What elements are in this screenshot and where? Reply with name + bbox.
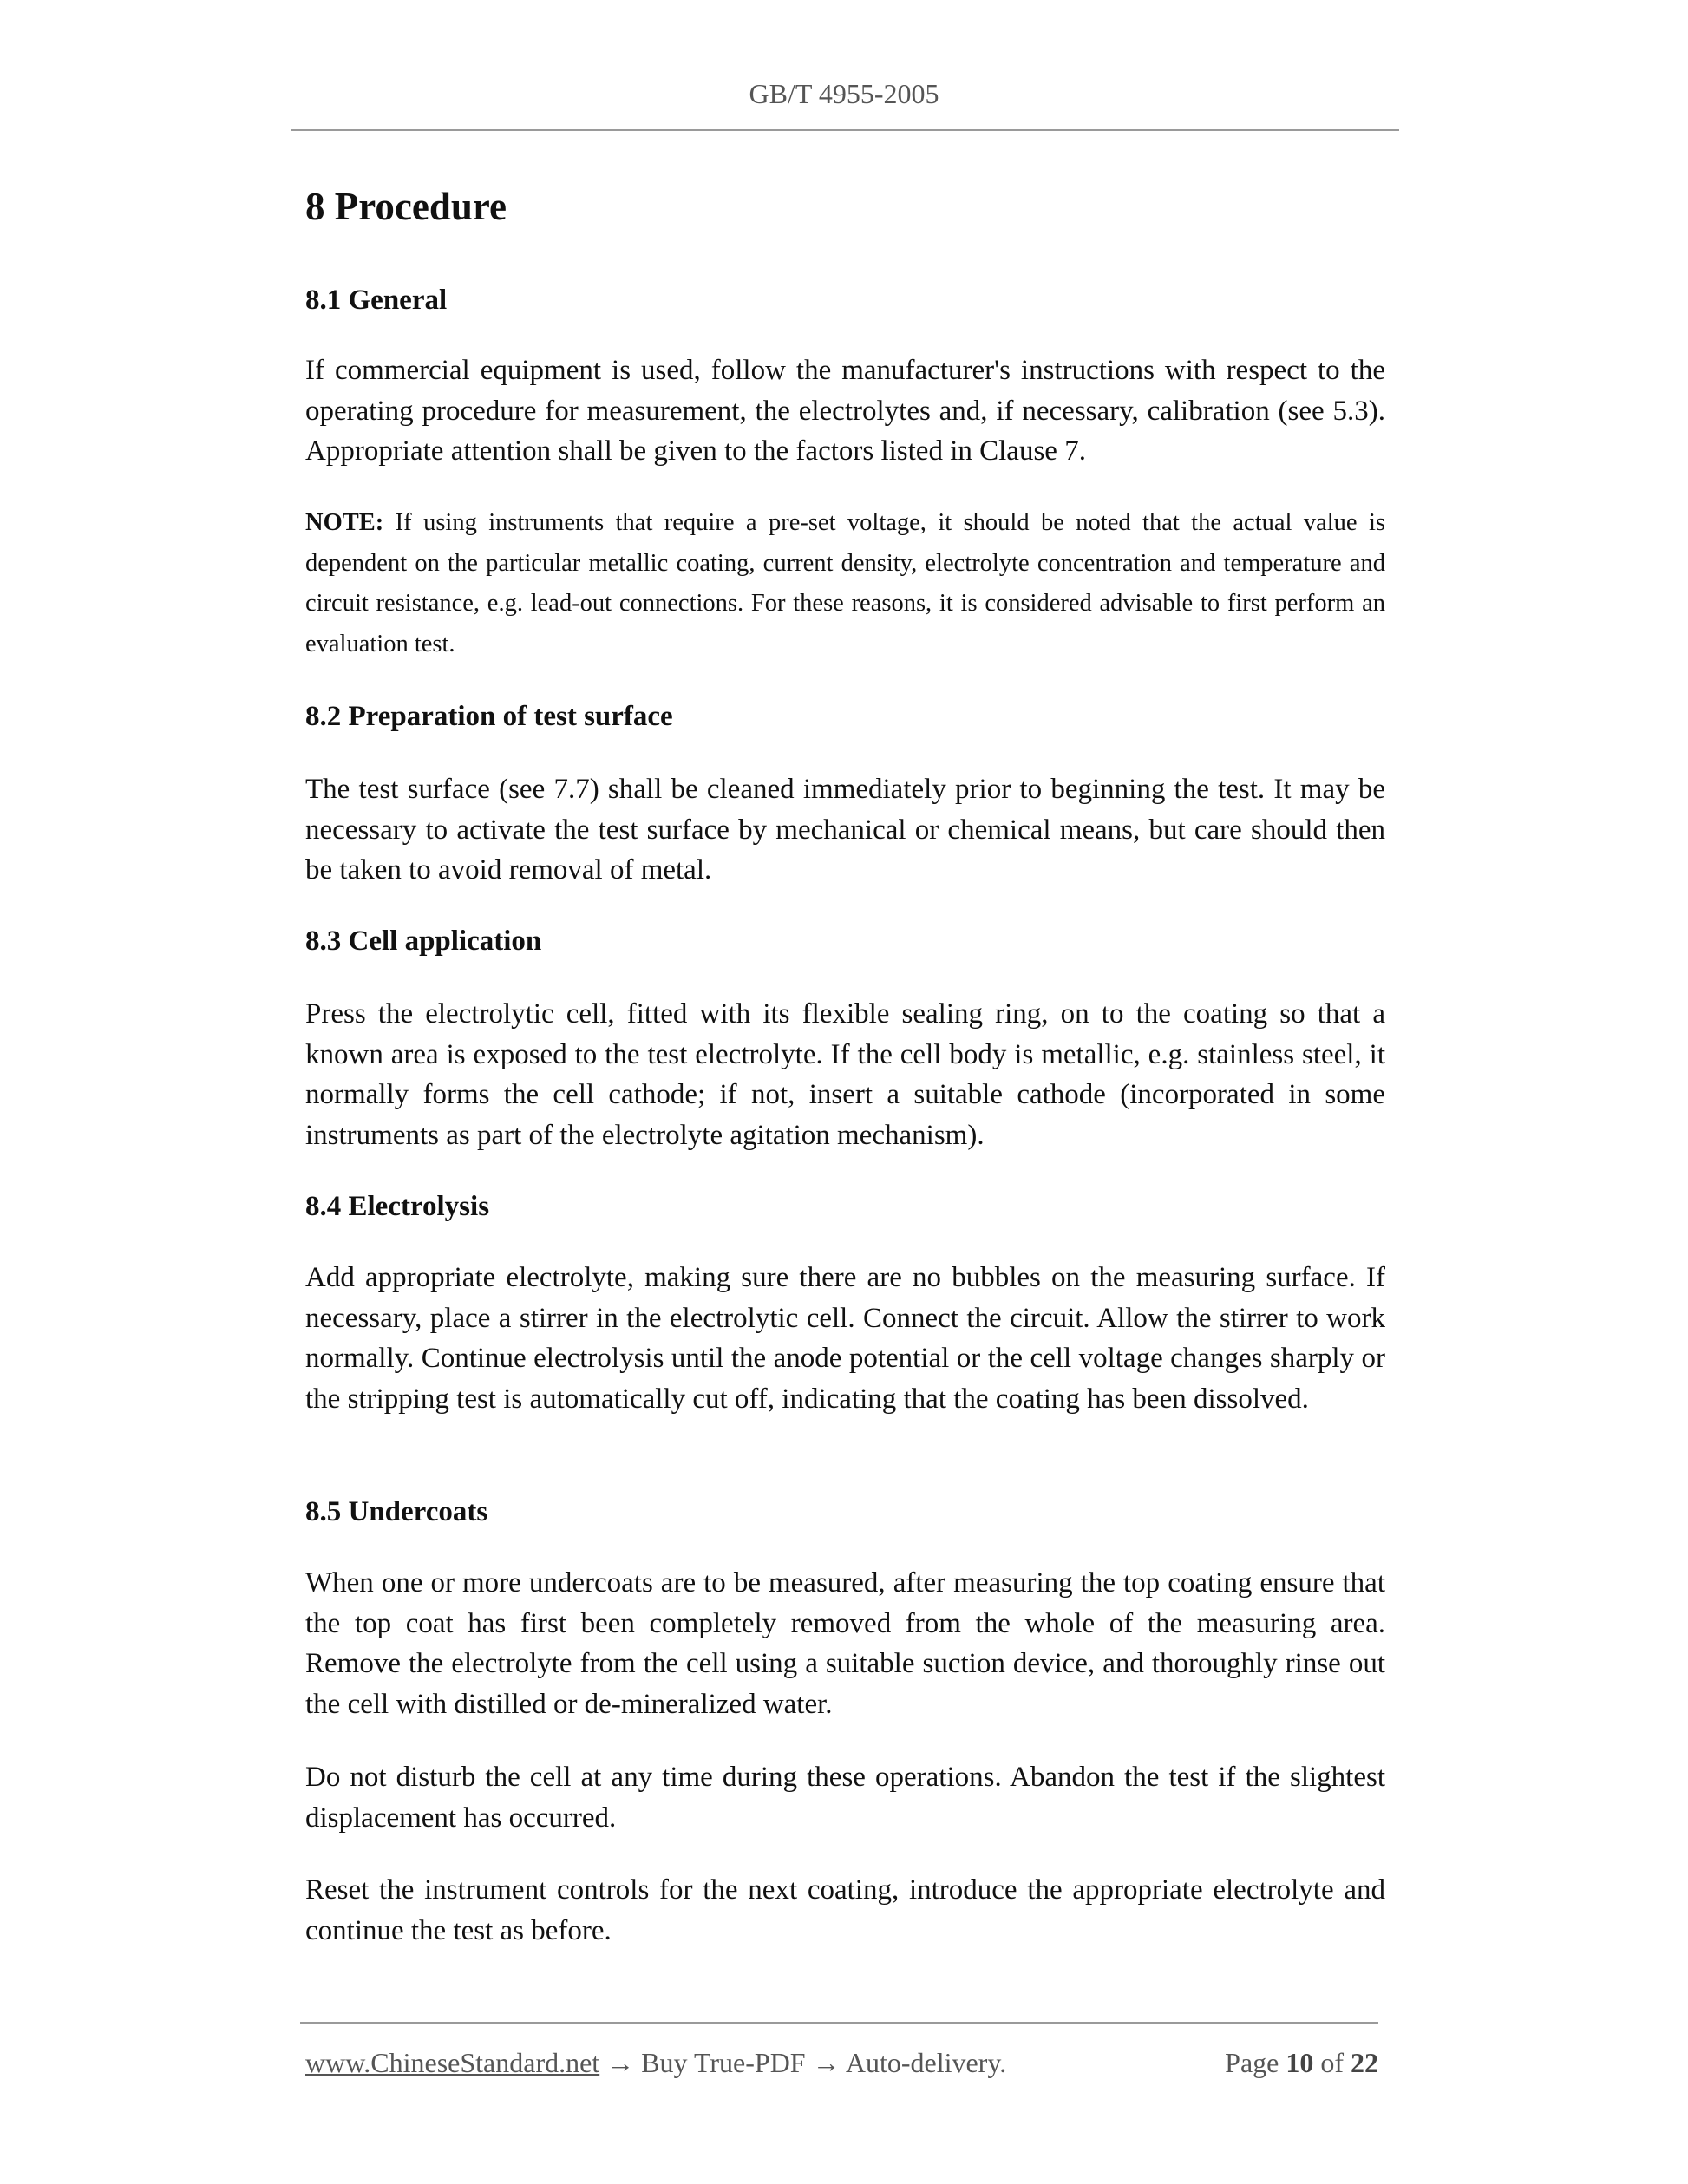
- page-number: [1225, 2043, 1378, 2082]
- note-text: If using instruments that require a pre-set voltage, it should be noted that the actual value is dependent on the particular metallic coating, current density, electrolyte concentration and temperature and circuit resistance, e.g. lead-out connections. For these reasons, it is considered advisable to first perform an evaluation test.: [305, 509, 1385, 657]
- subsection-heading-8-2: 8.2 Preparation of test surface: [305, 701, 673, 732]
- note-paragraph: [305, 503, 1385, 664]
- total-pages: 22: [1351, 2047, 1378, 2078]
- paragraph-8-4: Add appropriate electrolyte, making sure there are no bubbles on the measuring surface. If necessary, place a stirrer in the electrolytic cell. Connect the circuit. Allow the stirrer to work normally. Continue electrolysis until the anode potential or the cell voltage changes sharply or the stripping test is automatically cut off, indicating that the coating has been dissolved.: [305, 1262, 1385, 1415]
- subsection-heading-8-5: 8.5 Undercoats: [305, 1496, 488, 1527]
- header-divider: [291, 129, 1399, 131]
- running-header: GB/T 4955-2005: [749, 78, 939, 109]
- page-footer: [305, 2043, 1378, 2082]
- section-title-block: [305, 182, 1385, 231]
- page-word: Page: [1225, 2047, 1286, 2078]
- footer-promo: [305, 2043, 1006, 2082]
- arrow-icon: →: [812, 2047, 841, 2078]
- paragraph-8-1: If commercial equipment is used, follow the manufacturer's instructions with respect to the operating procedure for measurement, the electrolytes and, if necessary, calibration (see 5.3). Appropriate attention shall be given to the factors listed in Clause 7.: [305, 355, 1385, 468]
- section-title: 8 Procedure: [305, 185, 507, 228]
- website-link[interactable]: www.ChineseStandard.net: [305, 2047, 600, 2078]
- paragraph-8-2: The test surface (see 7.7) shall be cleaned immediately prior to beginning the test. It may be necessary to activate the test surface by mechanical or chemical means, but care should then be taken to avoid removal of metal.: [305, 774, 1385, 886]
- of-word: of: [1313, 2047, 1351, 2078]
- paragraph-8-5-c: Reset the instrument controls for the next coating, introduce the appropriate electrolyte and continue the test as before.: [305, 1874, 1385, 1946]
- buy-text: Buy True-PDF: [634, 2047, 813, 2078]
- delivery-text: Auto-delivery.: [840, 2047, 1007, 2078]
- paragraph-8-3: Press the electrolytic cell, fitted with its flexible sealing ring, on to the coating so that a known area is exposed to the test electrolyte. If the cell body is metallic, e.g. stainless steel, it normally forms the cell cathode; if not, insert a suitable cathode (incorporated in some instruments as part of the electrolyte agitation mechanism).: [305, 998, 1385, 1151]
- arrow-icon: →: [606, 2047, 635, 2078]
- paragraph-8-5-b: Do not disturb the cell at any time during these operations. Abandon the test if the slightest displacement has occurred.: [305, 1762, 1385, 1834]
- paragraph-8-5-a: When one or more undercoats are to be measured, after measuring the top coating ensure that the top coat has first been completely removed from the whole of the measuring area. Remove the electrolyte from the cell using a suitable suction device, and thoroughly rinse out the cell with distilled or de-mineralized water.: [305, 1567, 1385, 1720]
- current-page: 10: [1286, 2047, 1314, 2078]
- subsection-heading-8-3: 8.3 Cell application: [305, 925, 542, 957]
- subsection-heading-8-1: 8.1 General: [305, 284, 448, 316]
- subsection-heading-8-4: 8.4 Electrolysis: [305, 1191, 490, 1222]
- footer-divider: [300, 2022, 1378, 2024]
- note-label: NOTE:: [305, 509, 384, 536]
